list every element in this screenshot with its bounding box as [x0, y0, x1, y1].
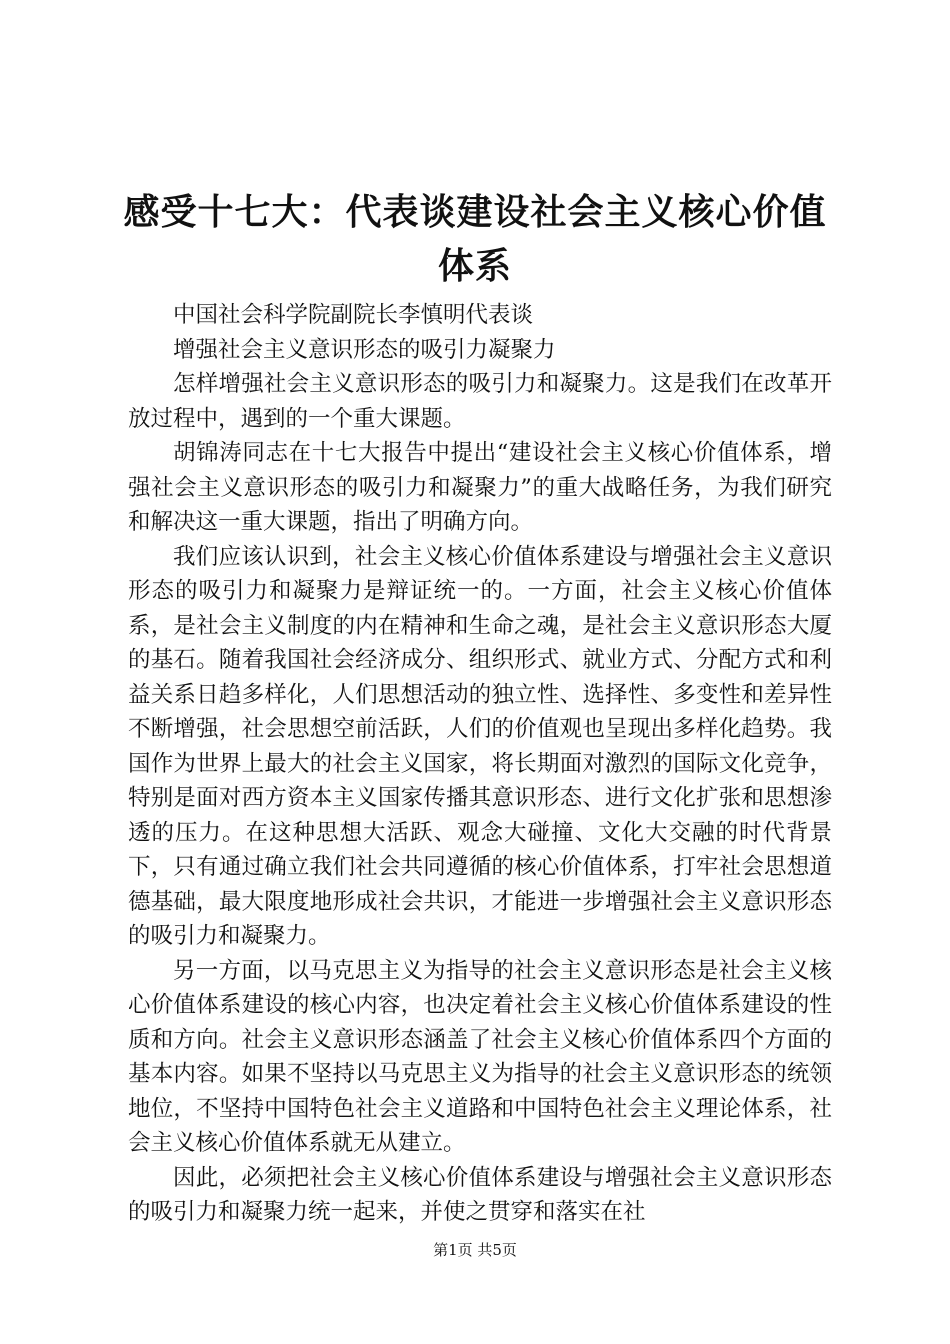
page-footer: 第1页 共5页 [433, 1241, 517, 1259]
document-title: 感受十七大：代表谈建设社会主义核心价值体系 [123, 192, 827, 287]
body-paragraph: 胡锦涛同志在十七大报告中提出“建设社会主义核心价值体系，增强社会主义意识形态的吸引力和凝聚力”的重大战略任务，为我们研究和解决这一重大课题，指出了明确方向。 [128, 440, 832, 535]
subtitle-paragraph: 增强社会主义意识形态的吸引力凝聚力 [173, 336, 556, 363]
body-paragraph: 另一方面，以马克思主义为指导的社会主义意识形态是社会主义核心价值体系建设的核心内容，也决定着社会主义核心价值体系建设的性质和方向。社会主义意识形态涵盖了社会主义核心价值体系四个方面的基本内容。如果不坚持以马克思主义为指导的社会主义意识形态的统领地位，不坚持中国特色社会主义道路和中国特色社会主义理论体系，社会主义核心价值体系就无从建立。 [128, 957, 832, 1156]
body-paragraph: 怎样增强社会主义意识形态的吸引力和凝聚力。这是我们在改革开放过程中，遇到的一个重大课题。 [128, 371, 832, 432]
body-paragraph: 因此，必须把社会主义核心价值体系建设与增强社会主义意识形态的吸引力和凝聚力统一起来，并使之贯穿和落实在社 [128, 1164, 832, 1225]
document-body [128, 298, 832, 1230]
byline-paragraph: 中国社会科学院副院长李慎明代表谈 [173, 302, 534, 328]
body-paragraph: 我们应该认识到，社会主义核心价值体系建设与增强社会主义意识形态的吸引力和凝聚力是辩证统一的。一方面，社会主义核心价值体系，是社会主义制度的内在精神和生命之魂，是社会主义意识形态大厦的基石。随着我国社会经济成分、组织形式、就业方式、分配方式和利益关系日趋多样化，人们思想活动的独立性、选择性、多变性和差异性不断增强，社会思想空前活跃，人们的价值观也呈现出多样化趋势。我国作为世界上最大的社会主义国家，将长期面对激烈的国际文化竞争，特别是面对西方资本主义国家传播其意识形态、进行文化扩张和思想渗透的压力。在这种思想大活跃、观念大碰撞、文化大交融的时代背景下，只有通过确立我们社会共同遵循的核心价值体系，打牢社会思想道德基础，最大限度地形成社会共识，才能进一步增强社会主义意识形态的吸引力和凝聚力。 [128, 543, 832, 949]
